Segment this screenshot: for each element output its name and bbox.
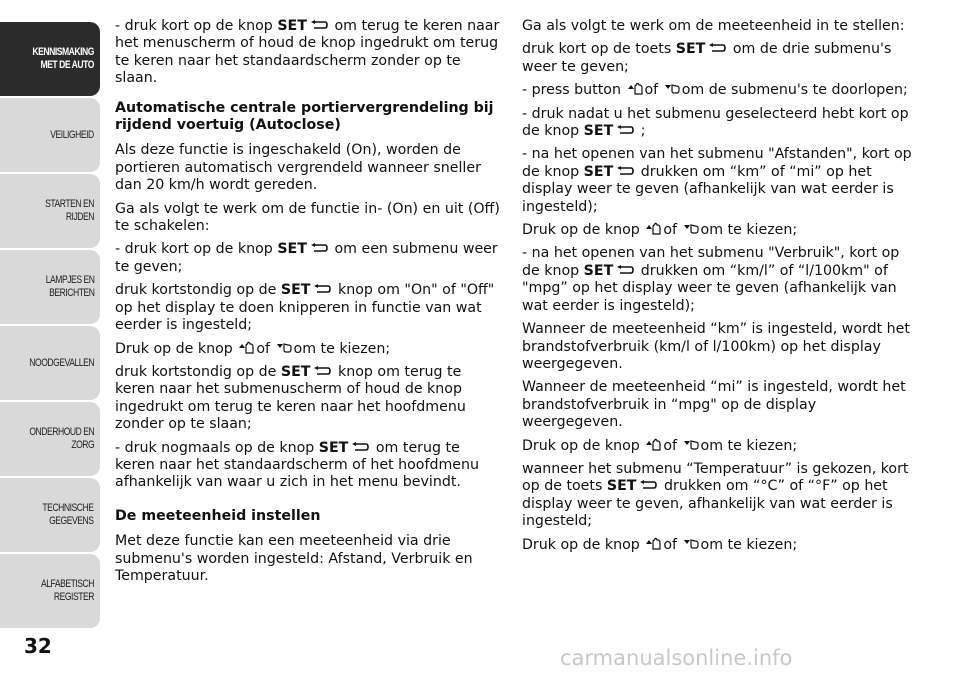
tab-onderhoud-en-zorg[interactable] bbox=[0, 402, 100, 476]
section-heading-autoclose: Automatische centrale portiervergrendeling bij rijdend voertuig (Autoclose) bbox=[115, 99, 494, 134]
set-arrow-icon bbox=[310, 20, 328, 30]
paragraph: Ga als volgt te werk om de meeteenheid in te stellen: bbox=[522, 18, 905, 34]
section-heading-meeteenheid: De meeteenheid instellen bbox=[115, 507, 321, 524]
paragraph: Als deze functie is ingeschakeld (On), worden de portieren automatisch vergrendeld wanneer sneller dan 20 km/h wordt gereden. bbox=[115, 142, 481, 194]
paragraph: Wanneer de meeteenheid “mi” is ingesteld, wordt het brandstofverbruik in “mpg" op de display weergegeven. bbox=[522, 379, 906, 431]
tab-label: KENNISMAKING MET DE AUTO bbox=[32, 46, 94, 71]
set-arrow-icon bbox=[616, 166, 634, 176]
down-arrow-button-icon bbox=[683, 537, 700, 550]
paragraph: druk kortstondig op de SET knop om "On" of "Off" op het display te doen knipperen in functie van wat eerder is ingesteld; bbox=[115, 282, 495, 334]
tab-veiligheid[interactable] bbox=[0, 98, 100, 172]
down-arrow-button-icon bbox=[683, 438, 700, 451]
paragraph: - druk kort op de knop SET om terug te keren naar het menuscherm of houd de knop ingedrukt om terug te keren naar het standaardscherm zonder op te slaan. bbox=[115, 18, 500, 87]
paragraph: - druk nadat u het submenu geselecteerd hebt kort op de knop SET ; bbox=[522, 105, 909, 140]
paragraph: Wanneer de meeteenheid “km” is ingesteld, wordt het brandstofverbruik (km/l of l/100km) op het display weergegeven. bbox=[522, 321, 910, 372]
tab-label: ALFABETISCH REGISTER bbox=[40, 578, 94, 603]
tab-label: ONDERHOUD EN ZORG bbox=[29, 426, 94, 451]
tab-label: LAMPJES EN BERICHTEN bbox=[45, 274, 94, 299]
watermark: carmanualsonline.info bbox=[560, 646, 793, 670]
tab-noodgevallen[interactable] bbox=[0, 326, 100, 400]
set-arrow-icon bbox=[639, 480, 657, 490]
set-arrow-icon bbox=[616, 125, 634, 135]
paragraph: druk kortstondig op de SET knop om terug te keren naar het submenuscherm of houd de knop ingedrukt om terug te keren naar het hoofdmenu zonder op te slaan; bbox=[115, 363, 466, 433]
set-arrow-icon bbox=[616, 265, 634, 275]
tab-label: TECHNISCHE GEGEVENS bbox=[42, 502, 94, 527]
paragraph: - druk kort op de knop SET om een submenu weer te geven; bbox=[115, 241, 498, 275]
right-column bbox=[522, 18, 912, 560]
left-column bbox=[115, 18, 500, 591]
page-number: 32 bbox=[24, 634, 52, 658]
up-arrow-button-icon bbox=[238, 341, 255, 354]
paragraph: Met deze functie kan een meeteenheid via drie submenu's worden ingesteld: Afstand, Verbruik en Temperatuur. bbox=[115, 533, 473, 584]
paragraph: Druk op de knop of om te kiezen; bbox=[522, 536, 798, 553]
paragraph: wanneer het submenu “Temperatuur” is gekozen, kort op de toets SET drukken om “°C” of “°F” op het display weer te geven, afhankelijk van wat eerder is ingesteld; bbox=[522, 460, 909, 530]
up-arrow-button-icon bbox=[645, 438, 662, 451]
down-arrow-button-icon bbox=[664, 82, 681, 95]
up-arrow-button-icon bbox=[627, 82, 644, 95]
tab-lampjes-en-berichten[interactable] bbox=[0, 250, 100, 324]
paragraph: - na het openen van het submenu "Afstanden", kort op de knop SET drukken om “km” of “mi” op het display weer te geven (afhankelijk van wat eerder is ingesteld); bbox=[522, 146, 912, 215]
set-arrow-icon bbox=[310, 243, 328, 253]
set-arrow-icon bbox=[313, 366, 331, 376]
set-arrow-icon bbox=[313, 284, 331, 294]
tab-kennismaking[interactable] bbox=[0, 22, 100, 96]
down-arrow-button-icon bbox=[276, 341, 293, 354]
tab-label: STARTEN EN RIJDEN bbox=[45, 198, 94, 223]
set-arrow-icon bbox=[708, 43, 726, 53]
tab-alfabetisch-register[interactable] bbox=[0, 554, 100, 628]
paragraph: Druk op de knop of om te kiezen; bbox=[522, 222, 798, 239]
up-arrow-button-icon bbox=[645, 537, 662, 550]
paragraph: - druk nogmaals op de knop SET om terug te keren naar het standaardscherm of het hoofdmenu afhankelijk van waar u zich in het menu bevindt. bbox=[115, 439, 480, 491]
paragraph: Druk op de knop of om te kiezen; bbox=[522, 437, 798, 454]
set-arrow-icon bbox=[351, 442, 369, 452]
tab-label: VEILIGHEID bbox=[50, 128, 94, 141]
paragraph: druk kort op de toets SET om de drie submenu's weer te geven; bbox=[522, 41, 892, 75]
tab-label: NOODGEVALLEN bbox=[29, 356, 94, 369]
tab-starten-en-rijden[interactable] bbox=[0, 174, 100, 248]
paragraph: Ga als volgt te werk om de functie in- (On) en uit (Off) te schakelen: bbox=[115, 200, 500, 235]
tab-technische-gegevens[interactable] bbox=[0, 478, 100, 552]
paragraph: - press button of om de submenu's te doorlopen; bbox=[522, 82, 908, 99]
down-arrow-button-icon bbox=[683, 222, 700, 235]
paragraph: - na het openen van het submenu "Verbruik", kort op de knop SET drukken om “km/l” of “l/100km" of "mpg” op het display weer te geven (afhankelijk van wat eerder is ingesteld); bbox=[522, 245, 900, 314]
up-arrow-button-icon bbox=[645, 222, 662, 235]
paragraph: Druk op de knop of om te kiezen; bbox=[115, 340, 391, 357]
